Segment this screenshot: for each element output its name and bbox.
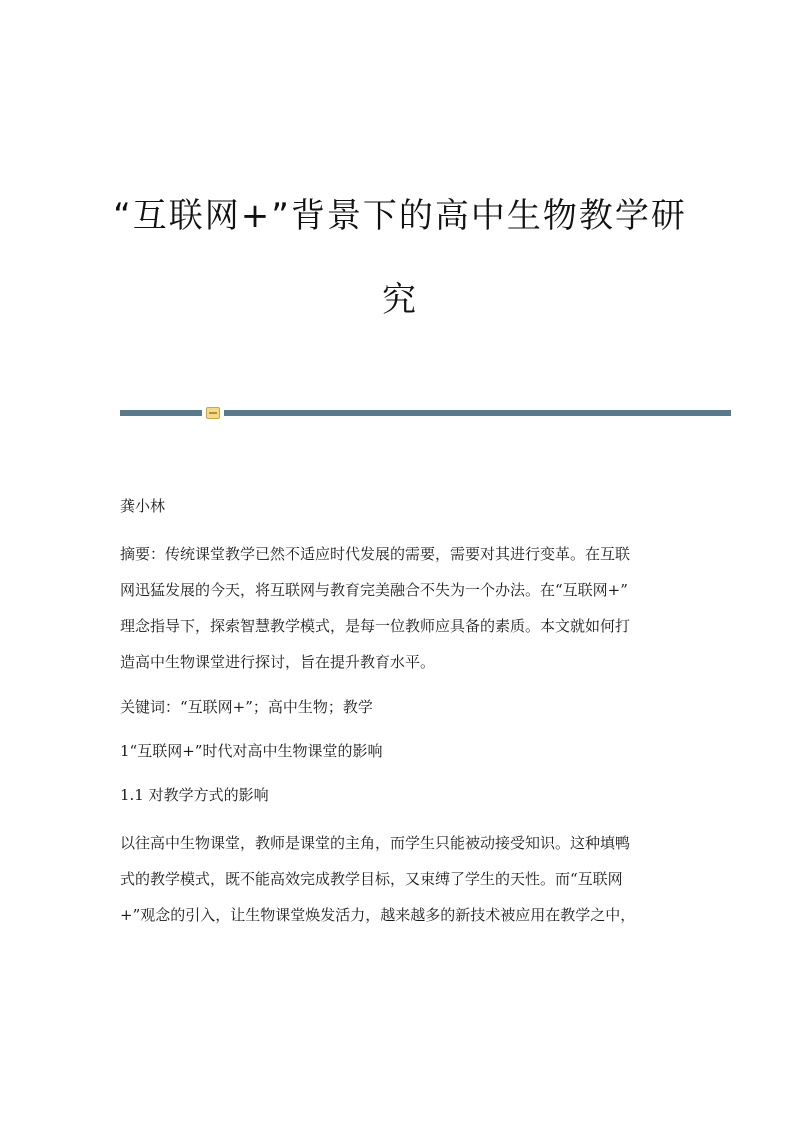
section-heading-1-1: 1.1 对教学方式的影响 bbox=[120, 786, 269, 804]
section-heading-1: 1“互联网+”时代对高中生物课堂的影响 bbox=[120, 742, 383, 760]
abstract-line: 摘要：传统课堂教学已然不适应时代发展的需要，需要对其进行变革。在互联 bbox=[120, 545, 631, 563]
author-name: 龚小林 bbox=[120, 497, 166, 515]
abstract-line: 造高中生物课堂进行探讨，旨在提升教育水平。 bbox=[120, 653, 436, 671]
body-line: +”观念的引入，让生物课堂焕发活力，越来越多的新技术被应用在教学之中， bbox=[120, 906, 636, 924]
keywords: 关键词：“互联网+”；高中生物；教学 bbox=[120, 698, 373, 716]
body-line: 式的教学模式，既不能高效完成教学目标，又束缚了学生的天性。而“互联网 bbox=[120, 870, 623, 888]
divider-ornament-icon bbox=[206, 407, 220, 419]
title-divider bbox=[120, 407, 731, 419]
abstract bbox=[120, 536, 700, 680]
body-paragraph bbox=[120, 825, 700, 933]
divider-bar-left bbox=[120, 410, 202, 416]
body-line: 以往高中生物课堂，教师是课堂的主角，而学生只能被动接受知识。这种填鸭 bbox=[120, 834, 631, 852]
document-body bbox=[120, 492, 700, 933]
abstract-line: 理念指导下，探索智慧教学模式，是每一位教师应具备的素质。本文就如何打 bbox=[120, 617, 631, 635]
divider-bar-right bbox=[224, 410, 731, 416]
document-title-line-1: “互联网+”背景下的高中生物教学研 bbox=[113, 196, 687, 236]
document-title-line-2: 究 bbox=[382, 280, 418, 320]
abstract-line: 网迅猛发展的今天，将互联网与教育完美融合不失为一个办法。在“互联网+” bbox=[120, 581, 628, 599]
